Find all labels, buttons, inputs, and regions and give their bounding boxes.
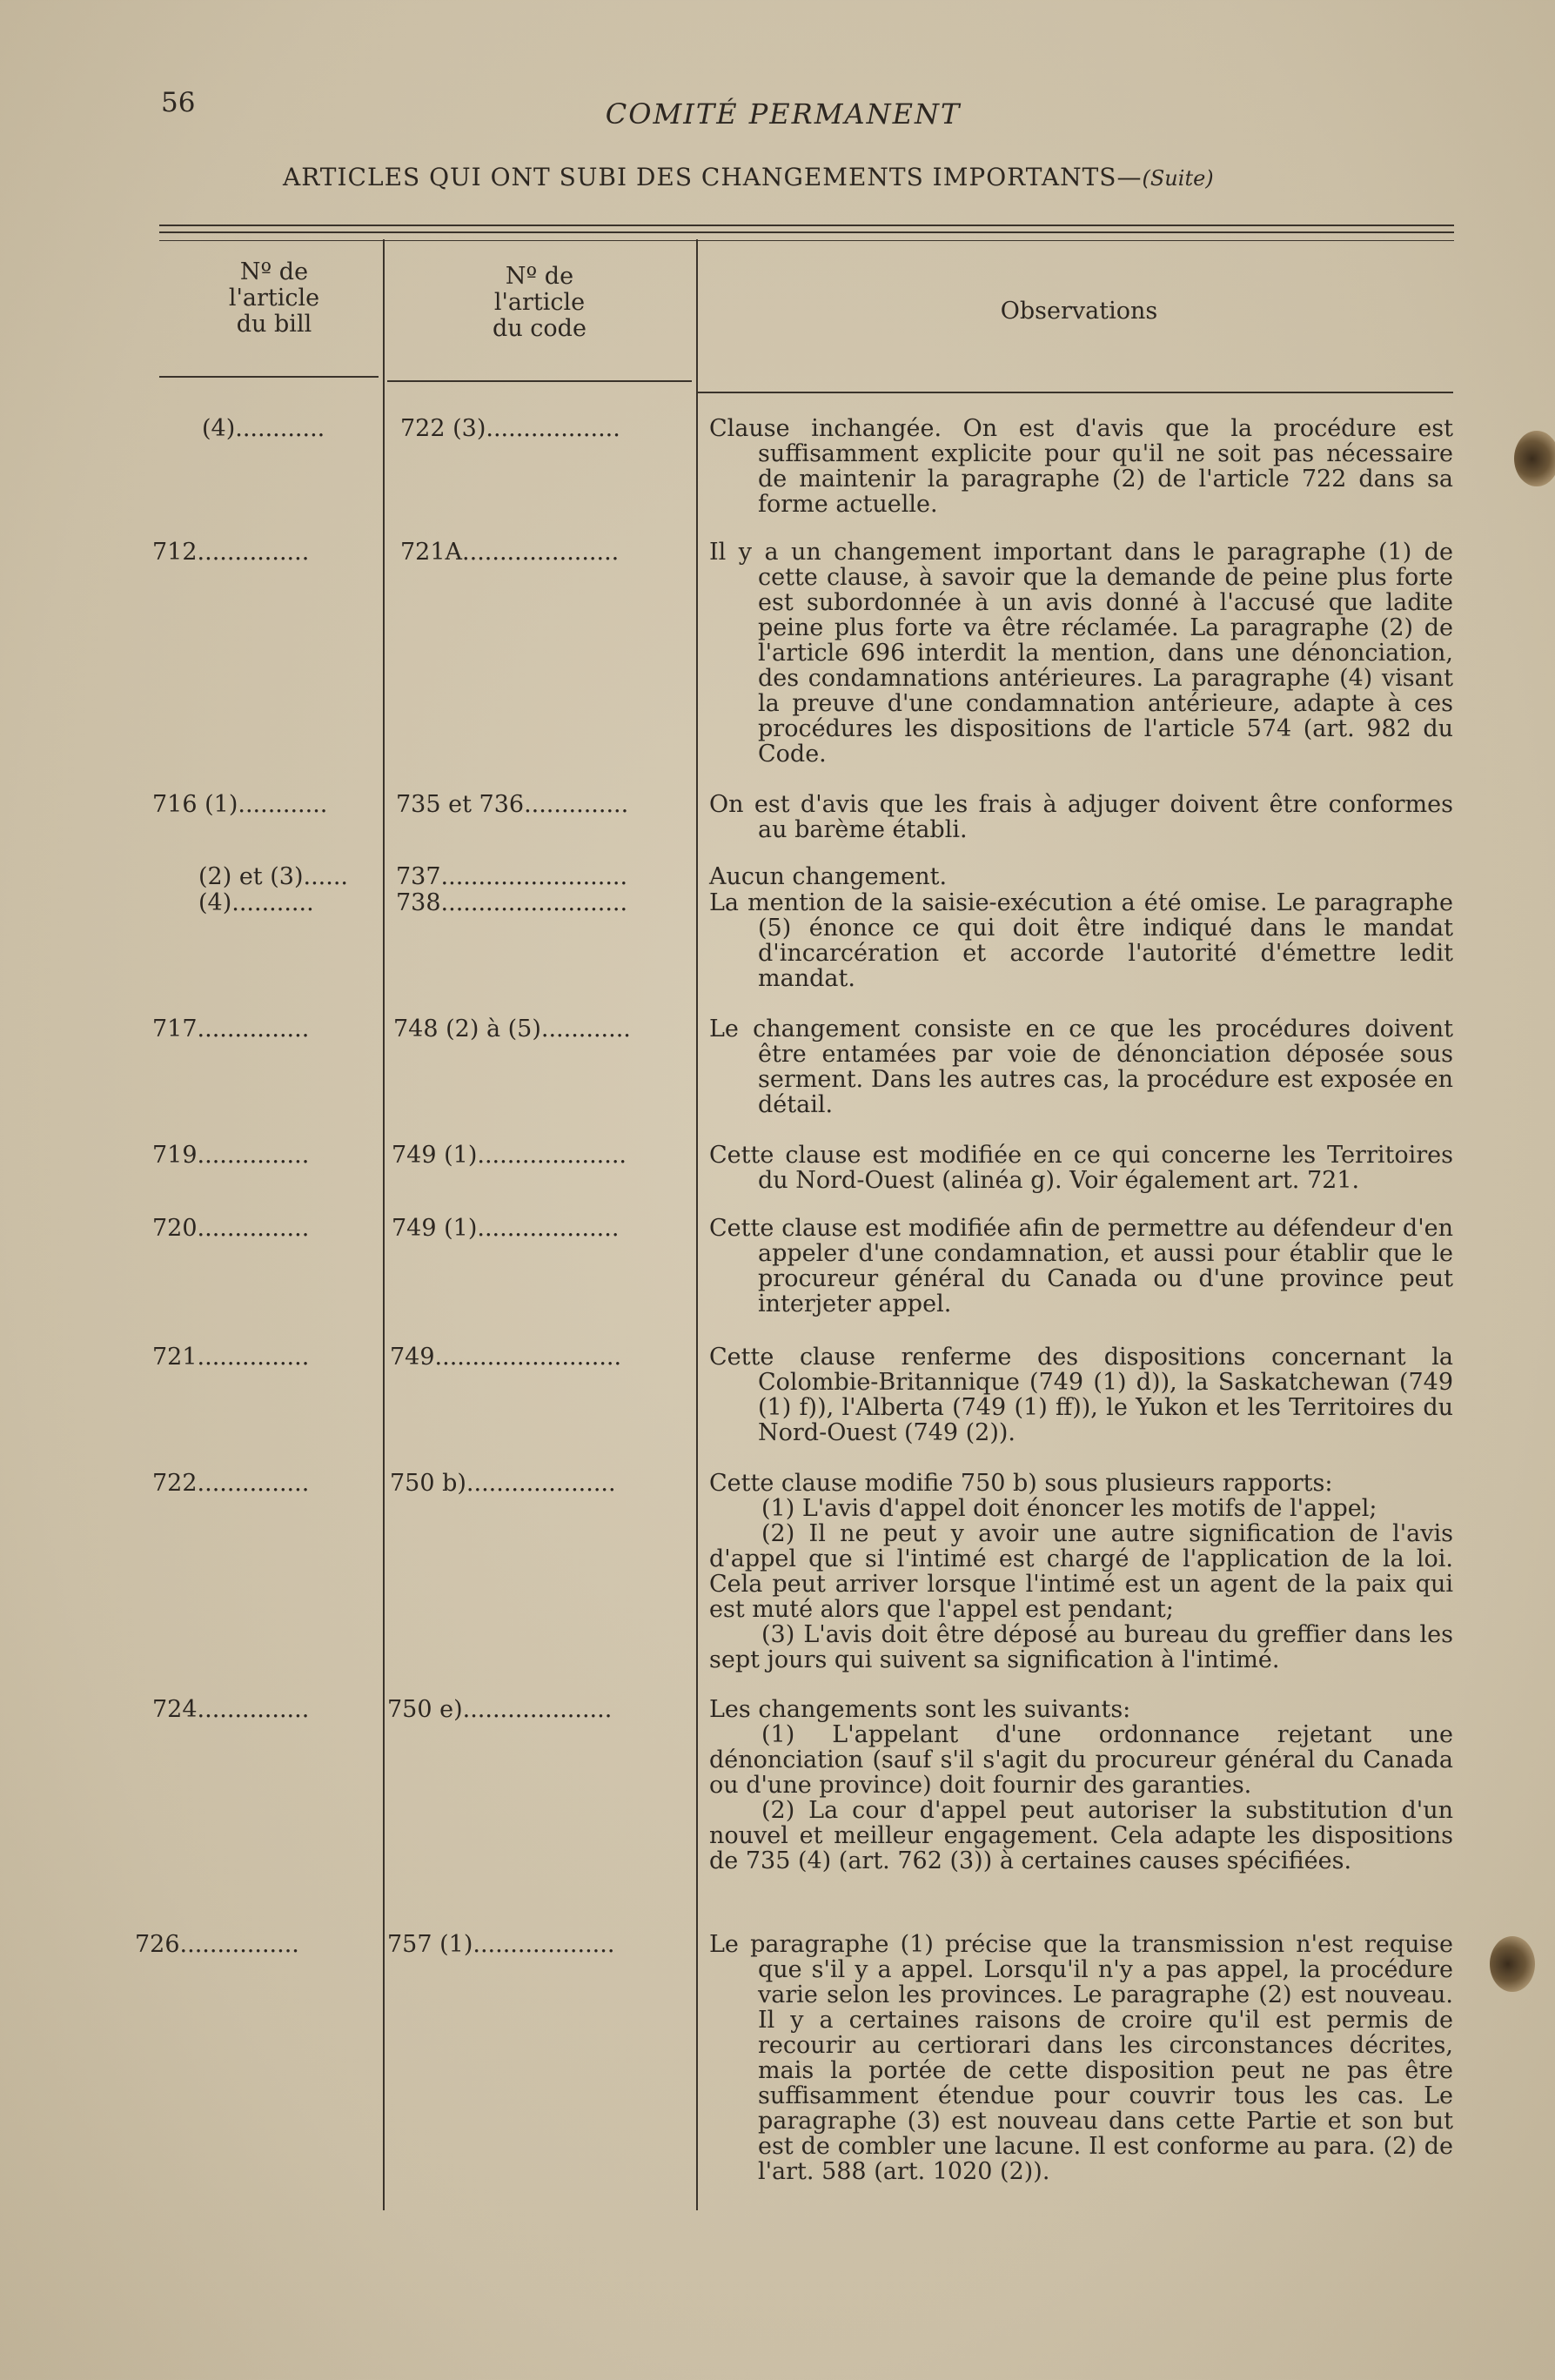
observation-text: La mention de la saisie-exécution a été omise. Le paragraphe (5) énonce ce qui doit être indiqué dans le mandat d'incarcération et accorde l'autorité d'émettre ledit mandat. — [709, 889, 1453, 992]
code-article: 722 (3).................. — [400, 416, 620, 441]
observation-text: Aucun changement. — [709, 863, 948, 890]
column-rule-2 — [696, 239, 698, 2210]
bill-article: (4)........... — [198, 890, 314, 915]
header-code-line2: l'article — [493, 289, 586, 316]
bill-article: (4)............ — [202, 416, 325, 441]
header-bill-article — [170, 259, 379, 338]
header-bill-line2: l'article — [228, 285, 320, 312]
code-article: 735 et 736.............. — [396, 792, 629, 817]
header-bill-line3: du bill — [236, 311, 312, 338]
header-code-line3: du code — [493, 315, 586, 342]
bill-article: 724............... — [152, 1697, 310, 1722]
observation — [709, 1697, 1453, 1874]
observation — [709, 1016, 1453, 1117]
table-title — [283, 163, 1371, 191]
header-bill-line1: Nº de — [239, 258, 309, 285]
code-article: 748 (2) à (5)............ — [393, 1016, 631, 1042]
header-rule-col3 — [696, 392, 1453, 393]
observation-text: Clause inchangée. On est d'avis que la procédure est suffisamment explicite pour qu'il ne soit pas nécessaire de maintenir la paragraphe (2) de l'article 722 dans sa forme actuelle. — [709, 415, 1453, 518]
code-article: 749......................... — [390, 1344, 622, 1370]
observation-item: (1) L'avis d'appel doit énoncer les motifs de l'appel; — [761, 1495, 1377, 1522]
header-code-article — [409, 264, 670, 342]
observation — [709, 416, 1453, 517]
column-rule-1 — [383, 239, 385, 2210]
observation — [709, 1471, 1453, 1673]
binding-hole — [1490, 1936, 1535, 1992]
top-double-rule-2 — [159, 231, 1454, 233]
header-rule-col1 — [159, 376, 379, 378]
code-article: 749 (1).................... — [392, 1143, 627, 1168]
observation-item: (3) L'avis doit être déposé au bureau du greffier dans les sept jours qui suivent sa signification à l'intimé. — [709, 1621, 1453, 1673]
code-article: 749 (1)................... — [392, 1216, 620, 1241]
code-article: 750 b).................... — [390, 1471, 616, 1496]
observation-text: On est d'avis que les frais à adjuger doivent être conformes au barème établi. — [709, 791, 1453, 843]
observation-text: Il y a un changement important dans le paragraphe (1) de cette clause, à savoir que la demande de peine plus forte est subordonnée à un avis donné à l'accusé que ladite peine plus forte va être réclamée. La paragraphe (2) de l'article 696 interdit la mention, dans une dénonciation, des condamnations antérieures. La paragraphe (4) visant la preuve d'une condamnation antérieure, adapte à ces procédures les dispositions de l'article 574 (art. 982 du Code. — [709, 539, 1453, 768]
bill-article: 719............... — [152, 1143, 310, 1168]
observation-item: (2) Il ne peut y avoir une autre signification de l'avis d'appel que si l'intimé est chargé de l'application de la loi. Cela peut arriver lorsque l'intimé est un agent de la paix qui est muté alors que l'appel est pendant; — [709, 1520, 1453, 1623]
top-thin-rule — [159, 240, 1454, 241]
running-head: COMITÉ PERMANENT — [605, 97, 962, 131]
observation — [709, 540, 1453, 767]
bill-article: 726................ — [135, 1932, 299, 1957]
bill-article: 717............... — [152, 1016, 310, 1042]
observation — [709, 1344, 1453, 1445]
observation-text: Le changement consiste en ce que les procédures doivent être entamées par voie de dénonciation déposée sous serment. Dans les autres cas, la procédure est exposée en détail. — [709, 1016, 1453, 1118]
header-code-line1: Nº de — [505, 263, 574, 290]
code-article: 721A..................... — [400, 540, 620, 565]
bill-article: 716 (1)............ — [152, 792, 328, 817]
code-article: 757 (1)................... — [387, 1932, 615, 1957]
page-number: 56 — [161, 87, 196, 118]
observation-text: Cette clause est modifiée afin de permettre au défendeur d'en appeler d'une condamnation, et aussi pour établir que le procureur général du Canada ou d'une province peut interjeter appel. — [709, 1215, 1453, 1317]
observation — [709, 1216, 1453, 1317]
table-title-text: ARTICLES QUI ONT SUBI DES CHANGEMENTS IMPORTANTS— — [283, 163, 1143, 191]
observation-text: Cette clause modifie 750 b) sous plusieurs rapports: — [709, 1470, 1333, 1497]
bill-article: 720............... — [152, 1216, 310, 1241]
observation-item: (2) La cour d'appel peut autoriser la substitution d'un nouvel et meilleur engagement. Cela adapte les dispositions de 735 (4) (art. 762 (3)) à certaines causes spécifiées. — [709, 1797, 1453, 1874]
top-double-rule-1 — [159, 225, 1454, 226]
header-rule-col2 — [387, 380, 692, 382]
observation-text: Le paragraphe (1) précise que la transmission n'est requise que s'il y a appel. Lorsqu'il n'y a pas appel, la procédure varie selon les provinces. Le paragraphe (2) est nouveau. Il y a certaines raisons de croire qu'il est permis de recourir au certiorari dans les circonstances décrites, mais la portée de cette disposition peut ne pas être suffisamment étendue pour couvrir tous les cas. Le paragraphe (3) est nouveau dans cette Partie et son but est de combler une lacune. Il est conforme au para. (2) de l'art. 588 (art. 1020 (2)). — [709, 1931, 1453, 2185]
observation — [709, 890, 1453, 991]
header-observations: Observations — [1000, 298, 1158, 325]
observation — [709, 1143, 1453, 1193]
code-article: 737......................... — [396, 864, 628, 889]
bill-article: 722............... — [152, 1471, 310, 1496]
table-title-suffix: (Suite) — [1142, 166, 1214, 191]
observation — [709, 1932, 1453, 2184]
code-article: 738......................... — [396, 890, 628, 915]
bill-article: 712............... — [152, 540, 310, 565]
observation-text: Cette clause renferme des dispositions concernant la Colombie-Britannique (749 (1) d)), la Saskatchewan (749 (1) f)), l'Alberta (749 (1) ff)), le Yukon et les Territoires du Nord-Ouest (749 (2)). — [709, 1344, 1453, 1446]
observation — [709, 792, 1453, 842]
observation-text: Les changements sont les suivants: — [709, 1696, 1131, 1723]
observation-item: (1) L'appelant d'une ordonnance rejetant une dénonciation (sauf s'il s'agit du procureur général du Canada ou d'une province) doit fournir des garanties. — [709, 1721, 1453, 1799]
observation-text: Cette clause est modifiée en ce qui concerne les Territoires du Nord-Ouest (alinéa g). Voir également art. 721. — [709, 1142, 1453, 1194]
bill-article: 721............... — [152, 1344, 310, 1370]
code-article: 750 e).................... — [387, 1697, 613, 1722]
bill-article: (2) et (3)...... — [198, 864, 348, 889]
observation — [709, 864, 1453, 889]
binding-hole — [1514, 431, 1555, 486]
